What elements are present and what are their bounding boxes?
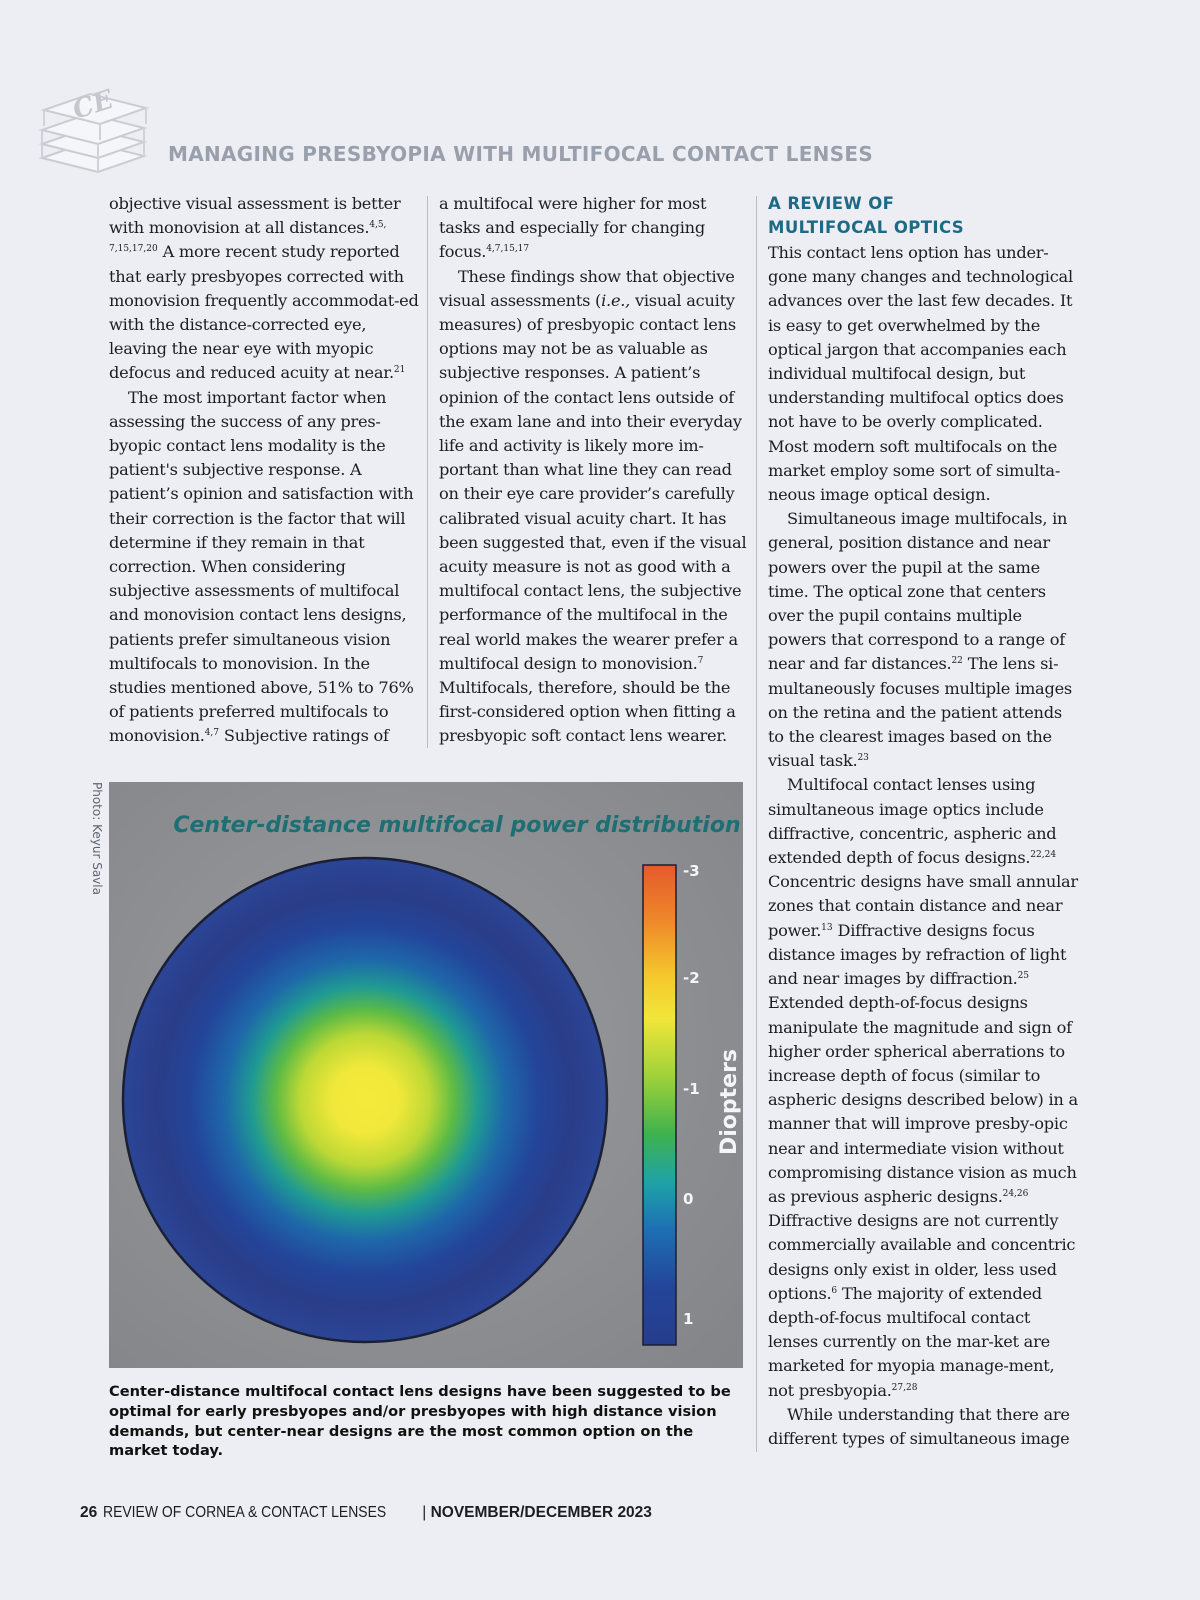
- article-section-title: MANAGING PRESBYOPIA WITH MULTIFOCAL CONTACT LENSES: [168, 142, 874, 166]
- reference-superscript: 21: [393, 365, 406, 376]
- photo-credit: Photo: Keyur Savla: [90, 782, 104, 895]
- paragraph: Simultaneous image multifocals, in general, position distance and near powers over the pupil at the same time. The optical zone that centers over the pupil contains multiple powers that correspond to a range of near and far distances.$^{22}$ The lens si-multaneously focuses multiple images on the retina and the patient attends to the clearest images based on the visual task.$^{23}$: [768, 509, 1072, 771]
- paragraph: These findings show that objective visual assessments (i.e., visual acuity measures) of presbyopic contact lens options may not be as valuable as subjective responses. A patient’s opinion of the contact lens outside of the exam lane and into their everyday life and activity is likely more im-portant than what line they can read on their eye care provider’s carefully calibrated visual acuity chart. It has been suggested that, even if the visual acuity measure is not as good with a multifocal contact lens, the subjective performance of the multifocal in the real world makes the wearer prefer a multifocal design to monovision.$^7$ Multifocals, therefore, should be the first-considered option when fitting a presbyopic soft contact lens wearer.: [439, 266, 747, 746]
- page-number: 26: [80, 1504, 98, 1521]
- figure-title: Center-distance multifocal power distribution: [173, 813, 741, 838]
- text-column-3: [768, 192, 1078, 1451]
- reference-superscript: 4,5, 7,15,17,20: [109, 220, 387, 255]
- paragraph: objective visual assessment is better with monovision at all distances.$^{4,5, 7,15,17,20}$ A more recent study reported that early presbyopes corrected with monovision frequently accommodat-ed with the distance-corrected eye, leaving the near eye with myopic defocus and reduced acuity at near.$^{21}$: [109, 194, 419, 383]
- reference-superscript: 13: [821, 922, 833, 933]
- color-scale-bar: [643, 865, 676, 1345]
- reference-superscript: 24,26: [1002, 1188, 1029, 1199]
- paragraph: Multifocal contact lenses using simultaneous image optics include diffractive, concentric, aspheric and extended depth of focus designs.$^{22,24}$ Concentric designs have small annular zones that contain distance and near power.$^{13}$ Diffractive designs focus distance images by refraction of light and near images by diffraction.$^{25}$ Extended depth-of-focus designs manipulate the magnitude and sign of higher order spherical aberrations to increase depth of focus (similar to aspheric designs described below) in a manner that will improve presby-opic near and intermediate vision without compromising distance vision as much as previous aspheric designs.$^{24,26}$ Diffractive designs are not currently commercially available and concentric designs only exist in older, less used options.$^6$ The majority of extended depth-of-focus multifocal contact lenses currently on the mar-ket are marketed for myopia manage-ment, not presbyopia.$^{27,28}$: [768, 775, 1078, 1400]
- color-scale-tick-label: 1: [683, 1310, 694, 1328]
- color-scale-tick-label: -2: [683, 969, 700, 987]
- issue-date: NOVEMBER/DECEMBER 2023: [430, 1504, 652, 1521]
- column-divider: [756, 196, 757, 1452]
- reference-superscript: 27,28: [891, 1382, 918, 1393]
- ce-badge-text: CE: [69, 84, 117, 126]
- color-scale-tick-label: -1: [683, 1080, 700, 1098]
- figure-caption: Center-distance multifocal contact lens designs have been suggested to be optimal for early presbyopes and/or presbyopes with high distance vision demands, but center-near designs are the most common option on the market today.: [109, 1383, 731, 1460]
- paragraph: The most important factor when assessing the success of any pres-byopic contact lens modality is the patient's subjective response. A patient’s opinion and satisfaction with their correction is the factor that will determine if they remain in that correction. When considering subjective assessments of multifocal and monovision contact lens designs, patients prefer simultaneous vision multifocals to monovision. In the studies mentioned above, 51% to 76% of patients preferred multifocals to monovision.$^{4,7}$ Subjective ratings of: [109, 387, 414, 746]
- page-footer: [80, 1504, 652, 1522]
- reference-superscript: 23: [857, 753, 869, 764]
- reference-superscript: 25: [1017, 971, 1030, 982]
- reference-superscript: 6: [831, 1285, 838, 1296]
- paragraph: a multifocal were higher for most tasks and especially for changing focus.$^{4,7,15,17}$: [439, 194, 707, 262]
- paragraph: While understanding that there are different types of simultaneous image: [768, 1404, 1070, 1448]
- column-divider: [427, 196, 428, 748]
- color-scale-label: Diopters: [717, 1048, 742, 1156]
- reference-superscript: 22: [951, 656, 963, 667]
- section-heading: A REVIEW OF MULTIFOCAL OPTICS: [768, 194, 965, 237]
- publication-name: REVIEW OF CORNEA & CONTACT LENSES: [103, 1504, 387, 1521]
- reference-superscript: 4,7: [204, 728, 219, 739]
- reference-superscript: 4,7,15,17: [486, 244, 530, 255]
- text-column-1: [109, 192, 419, 749]
- paragraph: This contact lens option has under-gone many changes and technological advances over the last few decades. It is easy to get overwhelmed by the optical jargon that accompanies each individual multifocal design, but understanding multifocal optics does not have to be overly complicated. Most modern soft multifocals on the market employ some sort of simulta-neous image optical design.: [768, 243, 1073, 505]
- ce-badge-logo: [38, 80, 153, 180]
- lens-power-figure: [109, 782, 743, 1368]
- reference-superscript: 22,24: [1030, 850, 1057, 861]
- color-scale-tick-label: -3: [683, 862, 700, 880]
- color-scale-tick-label: 0: [683, 1190, 694, 1208]
- reference-superscript: 7: [697, 655, 704, 666]
- text-column-2: [439, 192, 749, 749]
- footer-separator: |: [422, 1504, 427, 1521]
- lens-power-map: [123, 858, 607, 1342]
